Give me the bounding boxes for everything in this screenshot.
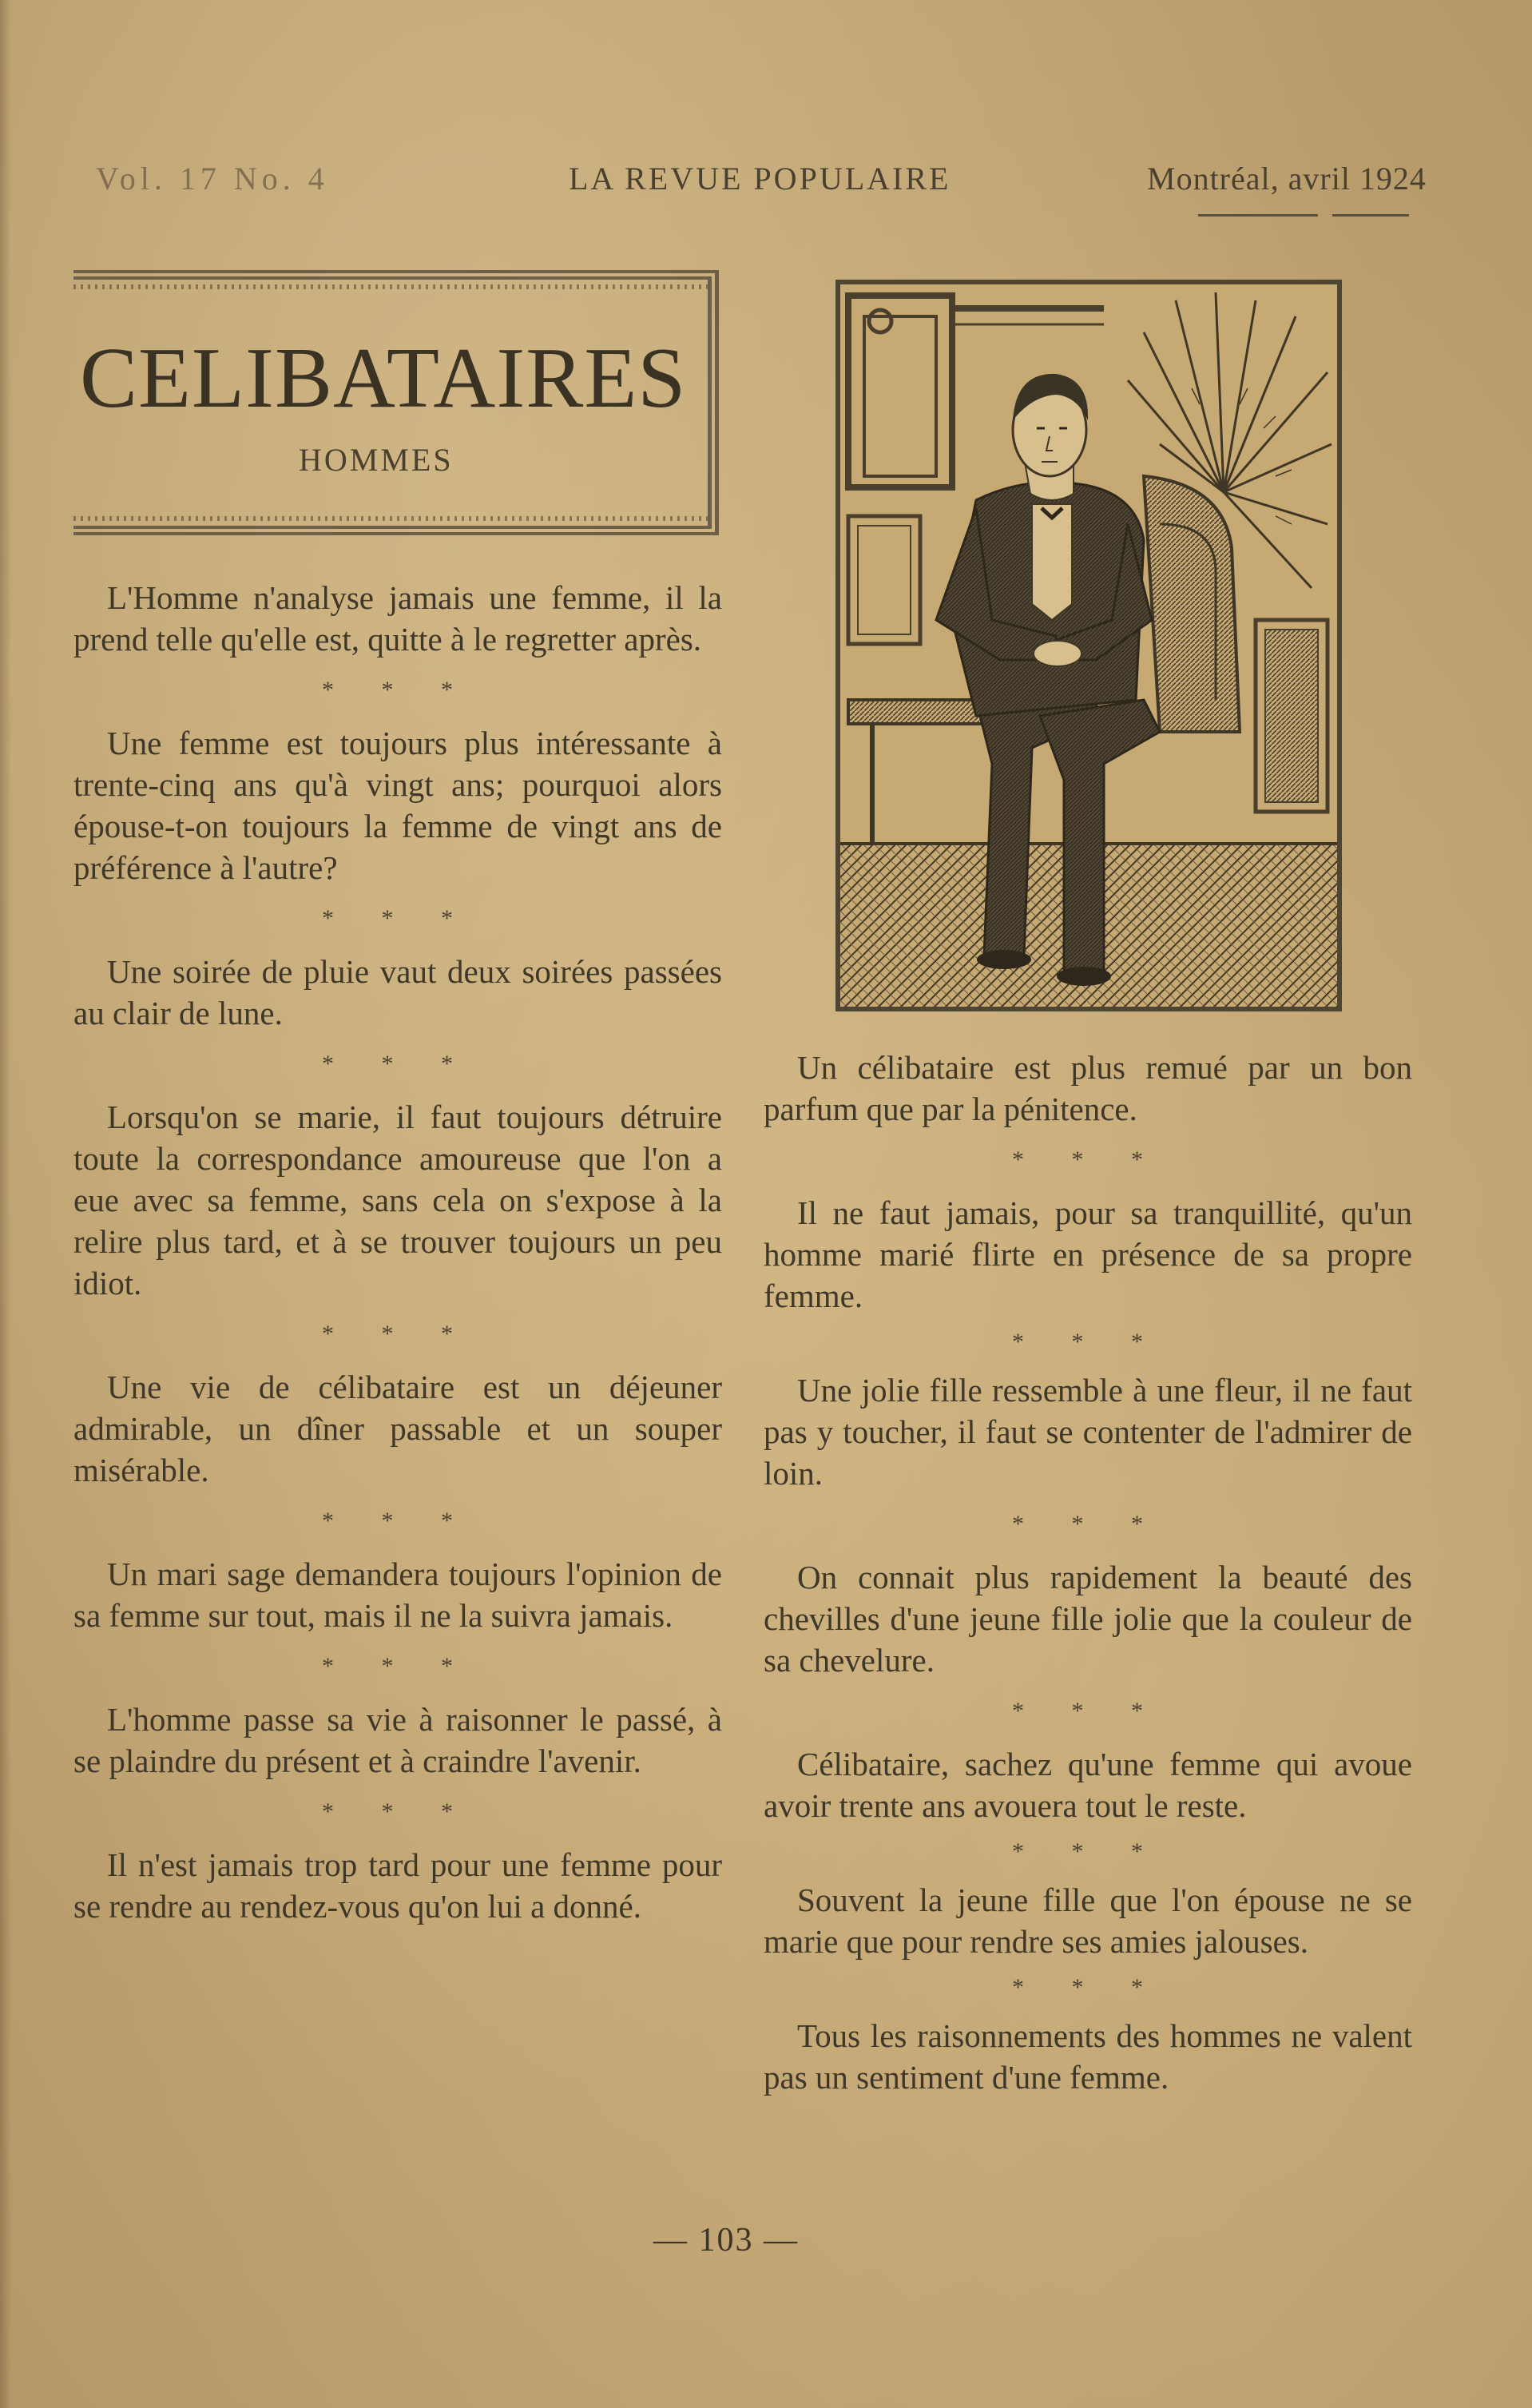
volume-number: Vol. 17 No. 4: [96, 161, 329, 197]
maxim-paragraph: Un mari sage demandera toujours l'opinion de sa femme sur tout, mais il ne la suivra jamais.: [73, 1556, 722, 1634]
publication-name: LA REVUE POPULAIRE: [569, 161, 951, 197]
separator-stars: * * *: [322, 1321, 474, 1347]
maxim-paragraph: Il ne faut jamais, pour sa tranquillité, qu'un homme marié flirte en présence de sa propre femme.: [764, 1194, 1412, 1314]
separator-stars: * * *: [1012, 1146, 1164, 1173]
page-edge-shadow: [0, 0, 11, 2408]
separator-stars: * * *: [322, 677, 474, 703]
maxim-paragraph: Une vie de célibataire est un déjeuner admirable, un dîner passable et un souper misérable.: [73, 1369, 722, 1488]
maxim-paragraph: Une femme est toujours plus intéressante à trente-cinq ans qu'à vingt ans; pourquoi alors épouse-t-on toujours la femme de vingt ans de préférence à l'autre?: [73, 725, 722, 886]
separator-stars: * * *: [1012, 1974, 1164, 2001]
page-number: — 103 —: [653, 2222, 799, 2259]
maxim-paragraph: Tous les raisonnements des hommes ne valent pas un sentiment d'une femme.: [764, 2017, 1412, 2096]
maxim-paragraph: Souvent la jeune fille que l'on épouse ne se marie que pour rendre ses amies jalouses.: [764, 1881, 1412, 1960]
separator-stars: * * *: [1012, 1511, 1164, 1537]
maxim-paragraph: Célibataire, sachez qu'une femme qui avoue avoir trente ans avouera tout le reste.: [764, 1746, 1412, 1824]
separator-stars: * * *: [322, 1508, 474, 1534]
right-column: [764, 1047, 1412, 2098]
separator-stars: * * *: [322, 905, 474, 932]
maxim-paragraph: Un célibataire est plus remué par un bon parfum que par la pénitence.: [764, 1049, 1412, 1127]
separator-stars: * * *: [1012, 1838, 1164, 1865]
separator-stars: * * *: [322, 1051, 474, 1077]
maxim-paragraph: On connait plus rapidement la beauté des chevilles d'une jeune fille jolie que la couleur de sa chevelure.: [764, 1559, 1412, 1679]
maxim-paragraph: Une soirée de pluie vaut deux soirées passées au clair de lune.: [73, 953, 722, 1031]
issue-date: Montréal, avril 1924: [1147, 161, 1427, 197]
maxim-paragraph: Lorsqu'on se marie, il faut toujours détruire toute la correspondance amoureuse que l'on a eue avec sa femme, sans cela on s'expose à la relire plus tard, et à se trouver toujours un peu idiot.: [73, 1099, 722, 1301]
maxim-paragraph: L'homme passe sa vie à raisonner le passé, à se plaindre du présent et à craindre l'avenir.: [73, 1701, 722, 1779]
separator-stars: * * *: [1012, 1329, 1164, 1355]
article-subtitle: HOMMES: [299, 442, 454, 478]
left-column: [73, 577, 722, 1927]
separator-stars: * * *: [322, 1653, 474, 1679]
header-rule: [1198, 214, 1318, 217]
header-rule: [1332, 214, 1409, 217]
maxim-paragraph: Il n'est jamais trop tard pour une femme pour se rendre au rendez-vous qu'on lui a donné.: [73, 1846, 722, 1925]
separator-stars: * * *: [1012, 1698, 1164, 1724]
maxim-paragraph: L'Homme n'analyse jamais une femme, il la prend telle qu'elle est, quitte à le regretter après.: [73, 579, 722, 658]
maxim-paragraph: Une jolie fille ressemble à une fleur, il ne faut pas y toucher, il faut se contenter de l'admirer de loin.: [764, 1372, 1412, 1492]
illustration-seated-man: [835, 280, 1342, 1011]
separator-stars: * * *: [322, 1798, 474, 1825]
article-title: CELIBATAIRES: [80, 331, 687, 426]
